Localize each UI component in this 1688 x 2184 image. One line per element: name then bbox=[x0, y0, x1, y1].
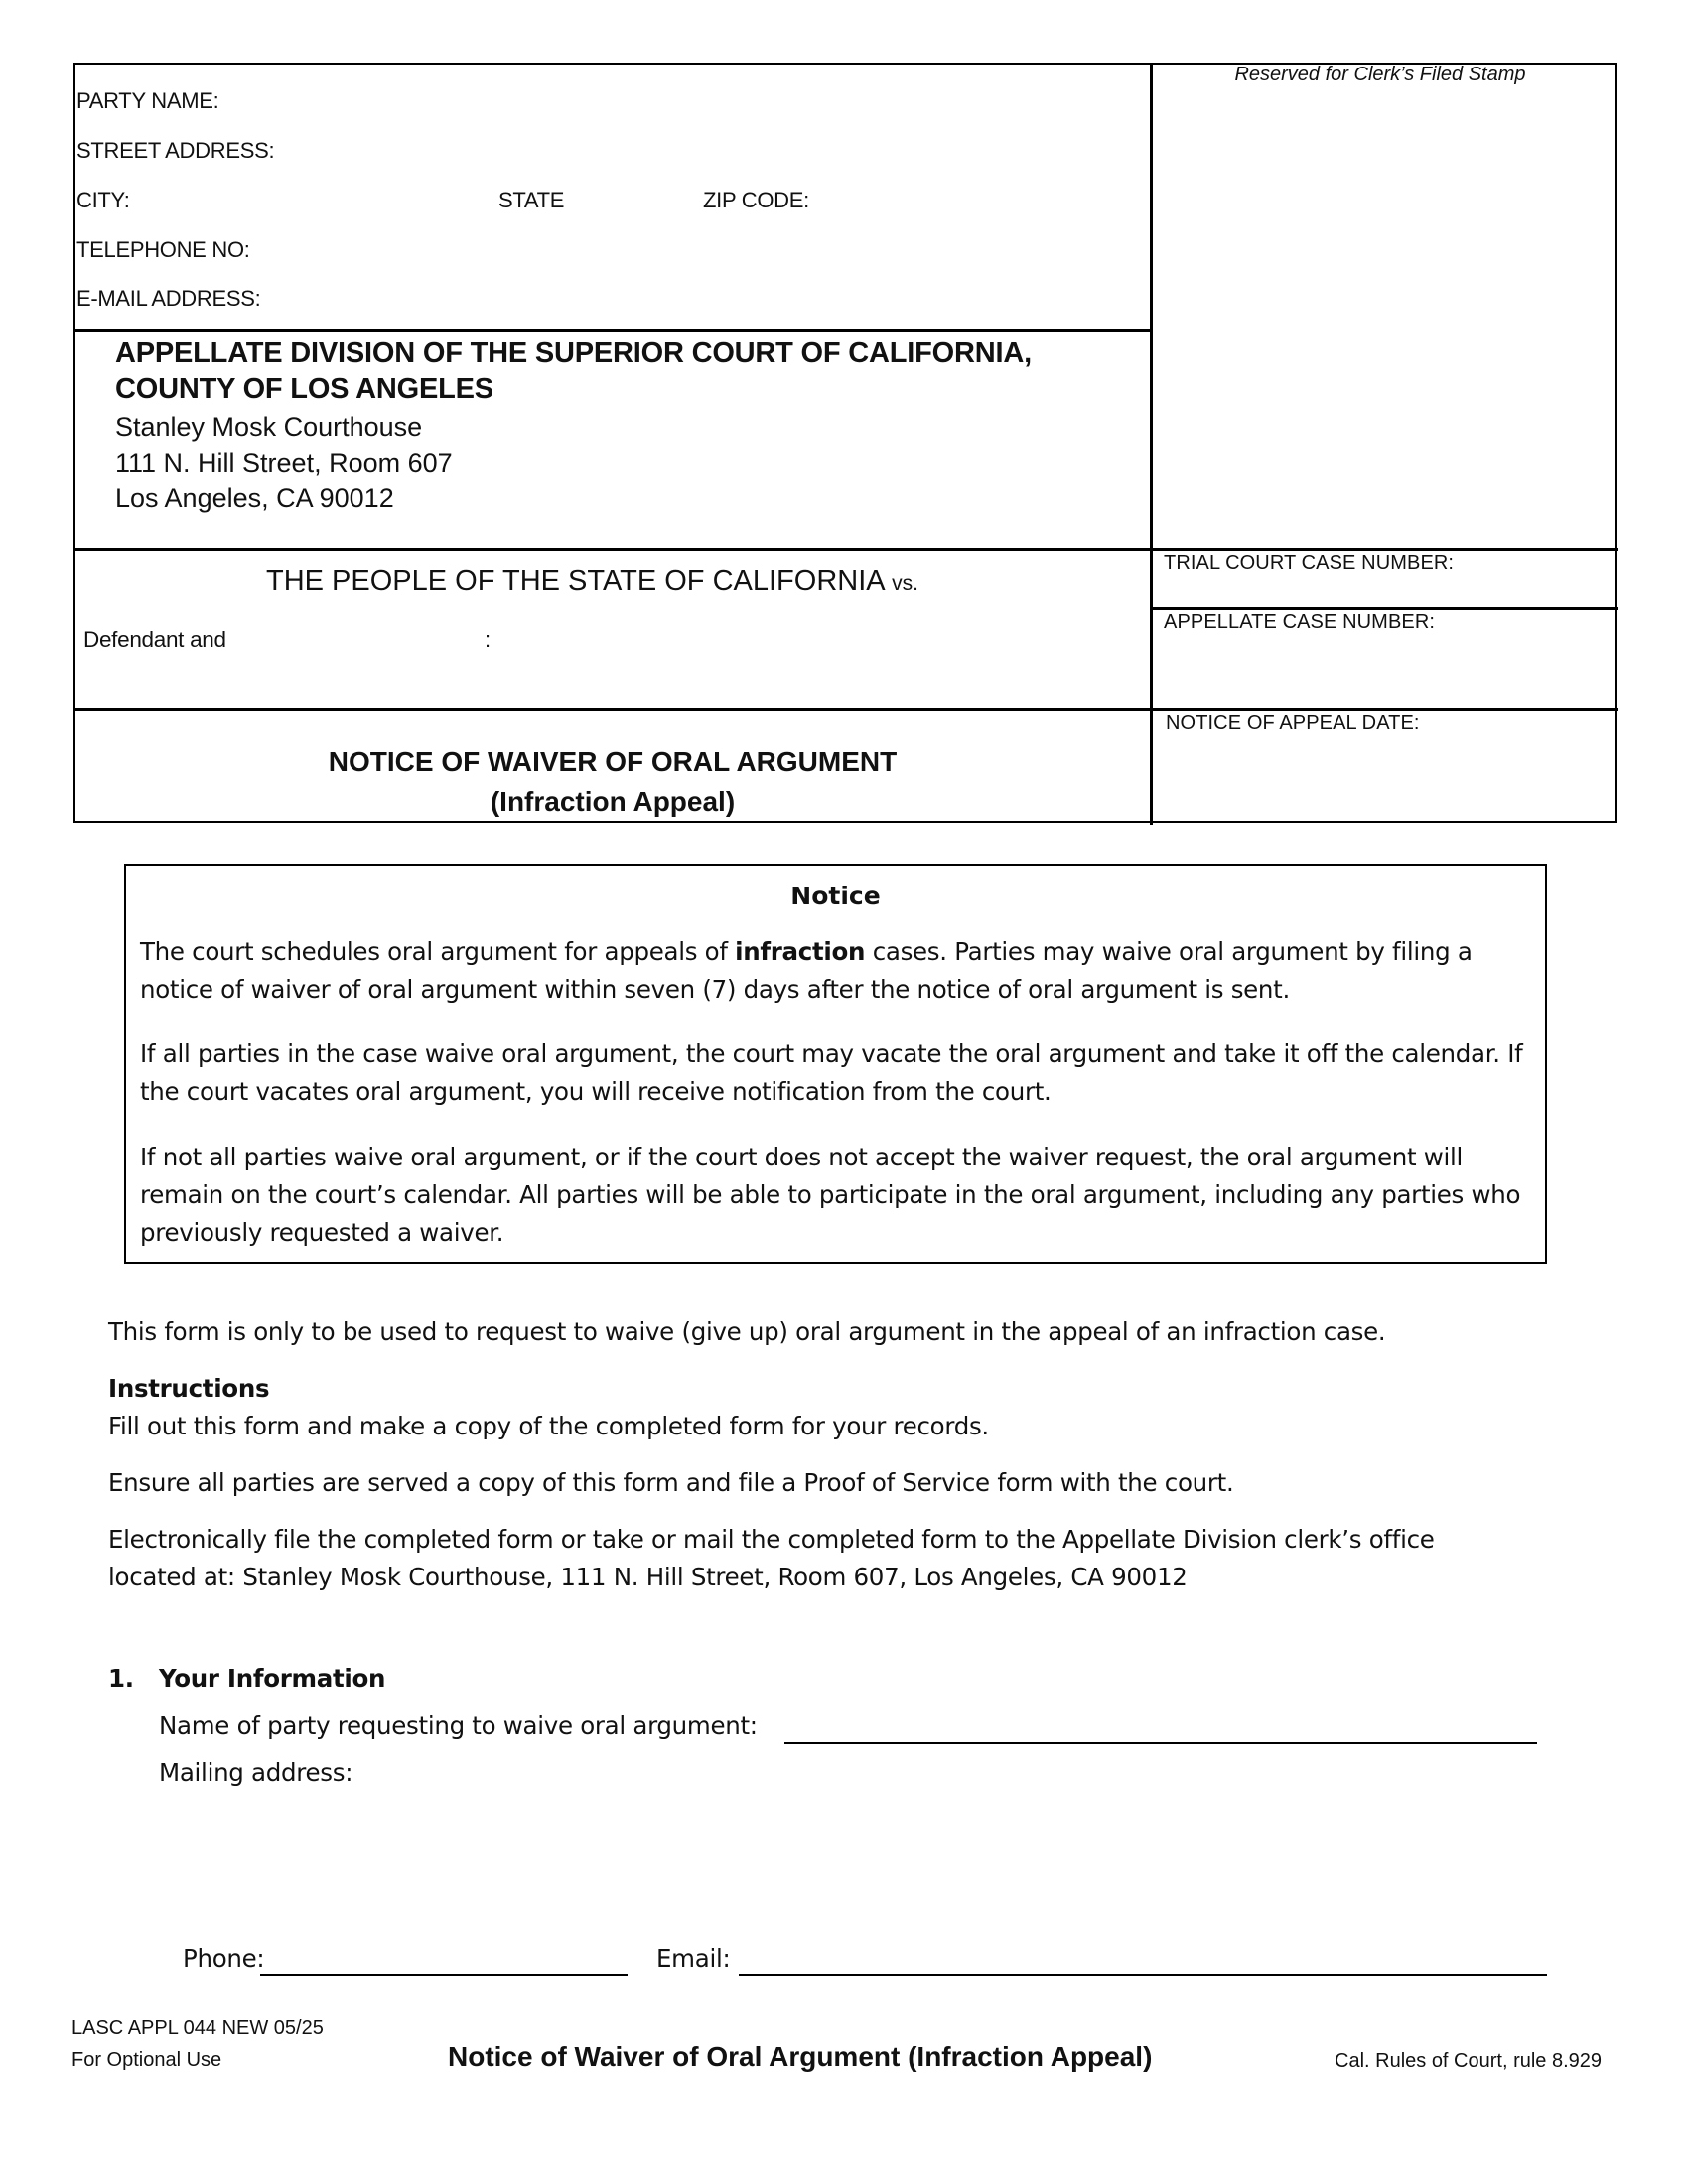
instruction-2: Ensure all parties are served a copy of this form and file a Proof of Service form with the court. bbox=[108, 1468, 1234, 1497]
notice-p1-line1 bbox=[140, 933, 1540, 971]
notice-title: Notice bbox=[790, 882, 881, 910]
email-label: Email: bbox=[656, 1944, 731, 1973]
instructions-heading: Instructions bbox=[108, 1374, 270, 1403]
notice-p3-line2: remain on the court’s calendar. All parties will be able to participate in the oral argument, including any parties who bbox=[140, 1180, 1521, 1209]
state-label: STATE bbox=[498, 188, 565, 212]
telephone-label: TELEPHONE NO: bbox=[76, 237, 250, 262]
form-code: LASC APPL 044 NEW 05/25 bbox=[71, 2017, 324, 2039]
notice-p1-line2: notice of waiver of oral argument within seven (7) days after the notice of oral argument is sent. bbox=[140, 975, 1290, 1004]
zip-code-label: ZIP CODE: bbox=[703, 188, 809, 212]
vs-label: vs. bbox=[892, 572, 918, 595]
clerk-stamp-label: Reserved for Clerk’s Filed Stamp bbox=[1234, 64, 1526, 85]
courthouse-address-line2: Los Angeles, CA 90012 bbox=[115, 483, 394, 513]
people-label: THE PEOPLE OF THE STATE OF CALIFORNIA bbox=[266, 565, 884, 597]
people-caption bbox=[266, 565, 918, 598]
court-title-line2: COUNTY OF LOS ANGELES bbox=[115, 373, 493, 405]
form-title bbox=[75, 743, 1150, 822]
divider-defendant-title bbox=[75, 708, 1618, 711]
notice-p1-bold: infraction bbox=[735, 937, 866, 966]
city-label: CITY: bbox=[76, 188, 130, 212]
divider-trial-appellate bbox=[1150, 607, 1618, 610]
court-title-line1: APPELLATE DIVISION OF THE SUPERIOR COURT OF CALIFORNIA, bbox=[115, 338, 1032, 369]
notice-p3-line3: previously requested a waiver. bbox=[140, 1218, 504, 1247]
footer-title: Notice of Waiver of Oral Argument (Infraction Appeal) bbox=[448, 2041, 1153, 2072]
form-title-line1: NOTICE OF WAIVER OF ORAL ARGUMENT bbox=[328, 747, 898, 777]
email-field[interactable] bbox=[739, 1974, 1547, 1976]
trial-court-case-number-label: TRIAL COURT CASE NUMBER: bbox=[1164, 552, 1455, 574]
divider-court-people bbox=[75, 548, 1618, 551]
column-divider bbox=[1150, 65, 1153, 825]
instruction-3 bbox=[108, 1521, 1435, 1596]
email-address-label: E-MAIL ADDRESS: bbox=[76, 286, 261, 311]
section-1-title: Your Information bbox=[159, 1664, 386, 1693]
notice-p2-line2: the court vacates oral argument, you will receive notification from the court. bbox=[140, 1077, 1052, 1106]
instruction-3-line1: Electronically file the completed form or take or mail the completed form to the Appellate Division clerk’s office bbox=[108, 1525, 1435, 1554]
defendant-label: Defendant and bbox=[83, 627, 226, 652]
instruction-1: Fill out this form and make a copy of the completed form for your records. bbox=[108, 1412, 989, 1440]
rules-citation: Cal. Rules of Court, rule 8.929 bbox=[1335, 2050, 1603, 2072]
mailing-address-label: Mailing address: bbox=[159, 1758, 353, 1787]
mailing-address-field[interactable] bbox=[159, 1795, 1539, 1934]
party-name-label: PARTY NAME: bbox=[76, 88, 219, 113]
form-title-line2: (Infraction Appeal) bbox=[490, 786, 736, 817]
optional-use: For Optional Use bbox=[71, 2049, 222, 2071]
defendant-colon: : bbox=[485, 627, 491, 652]
notice-p2-line1: If all parties in the case waive oral argument, the court may vacate the oral argument and take it off the calendar. If bbox=[140, 1039, 1523, 1068]
instruction-3-line2: located at: Stanley Mosk Courthouse, 111 N. Hill Street, Room 607, Los Angeles, CA 90012 bbox=[108, 1563, 1188, 1591]
appellate-case-number-label: APPELLATE CASE NUMBER: bbox=[1164, 612, 1436, 633]
courthouse-address-line1: 111 N. Hill Street, Room 607 bbox=[115, 448, 453, 478]
divider-party-court bbox=[75, 329, 1151, 332]
street-address-label: STREET ADDRESS: bbox=[76, 138, 275, 163]
party-name-field[interactable] bbox=[784, 1742, 1537, 1744]
notice-p3-line1: If not all parties waive oral argument, or if the court does not accept the waiver request, the oral argument will bbox=[140, 1143, 1463, 1171]
intro-text: This form is only to be used to request to waive (give up) oral argument in the appeal of an infraction case. bbox=[108, 1317, 1386, 1346]
notice-paragraph-3 bbox=[140, 1139, 1540, 1252]
party-name-field-label: Name of party requesting to waive oral argument: bbox=[159, 1711, 758, 1740]
notice-paragraph-1 bbox=[140, 933, 1540, 1009]
phone-field[interactable] bbox=[260, 1974, 628, 1976]
notice-p1-text-b: cases. Parties may waive oral argument by filing a bbox=[865, 937, 1473, 966]
notice-paragraph-2 bbox=[140, 1035, 1540, 1111]
notice-p1-text-a: The court schedules oral argument for appeals of bbox=[140, 937, 736, 966]
courthouse-name: Stanley Mosk Courthouse bbox=[115, 412, 423, 442]
section-1-number: 1. bbox=[108, 1664, 134, 1693]
phone-label: Phone: bbox=[183, 1944, 265, 1973]
notice-of-appeal-date-label: NOTICE OF APPEAL DATE: bbox=[1166, 712, 1420, 734]
